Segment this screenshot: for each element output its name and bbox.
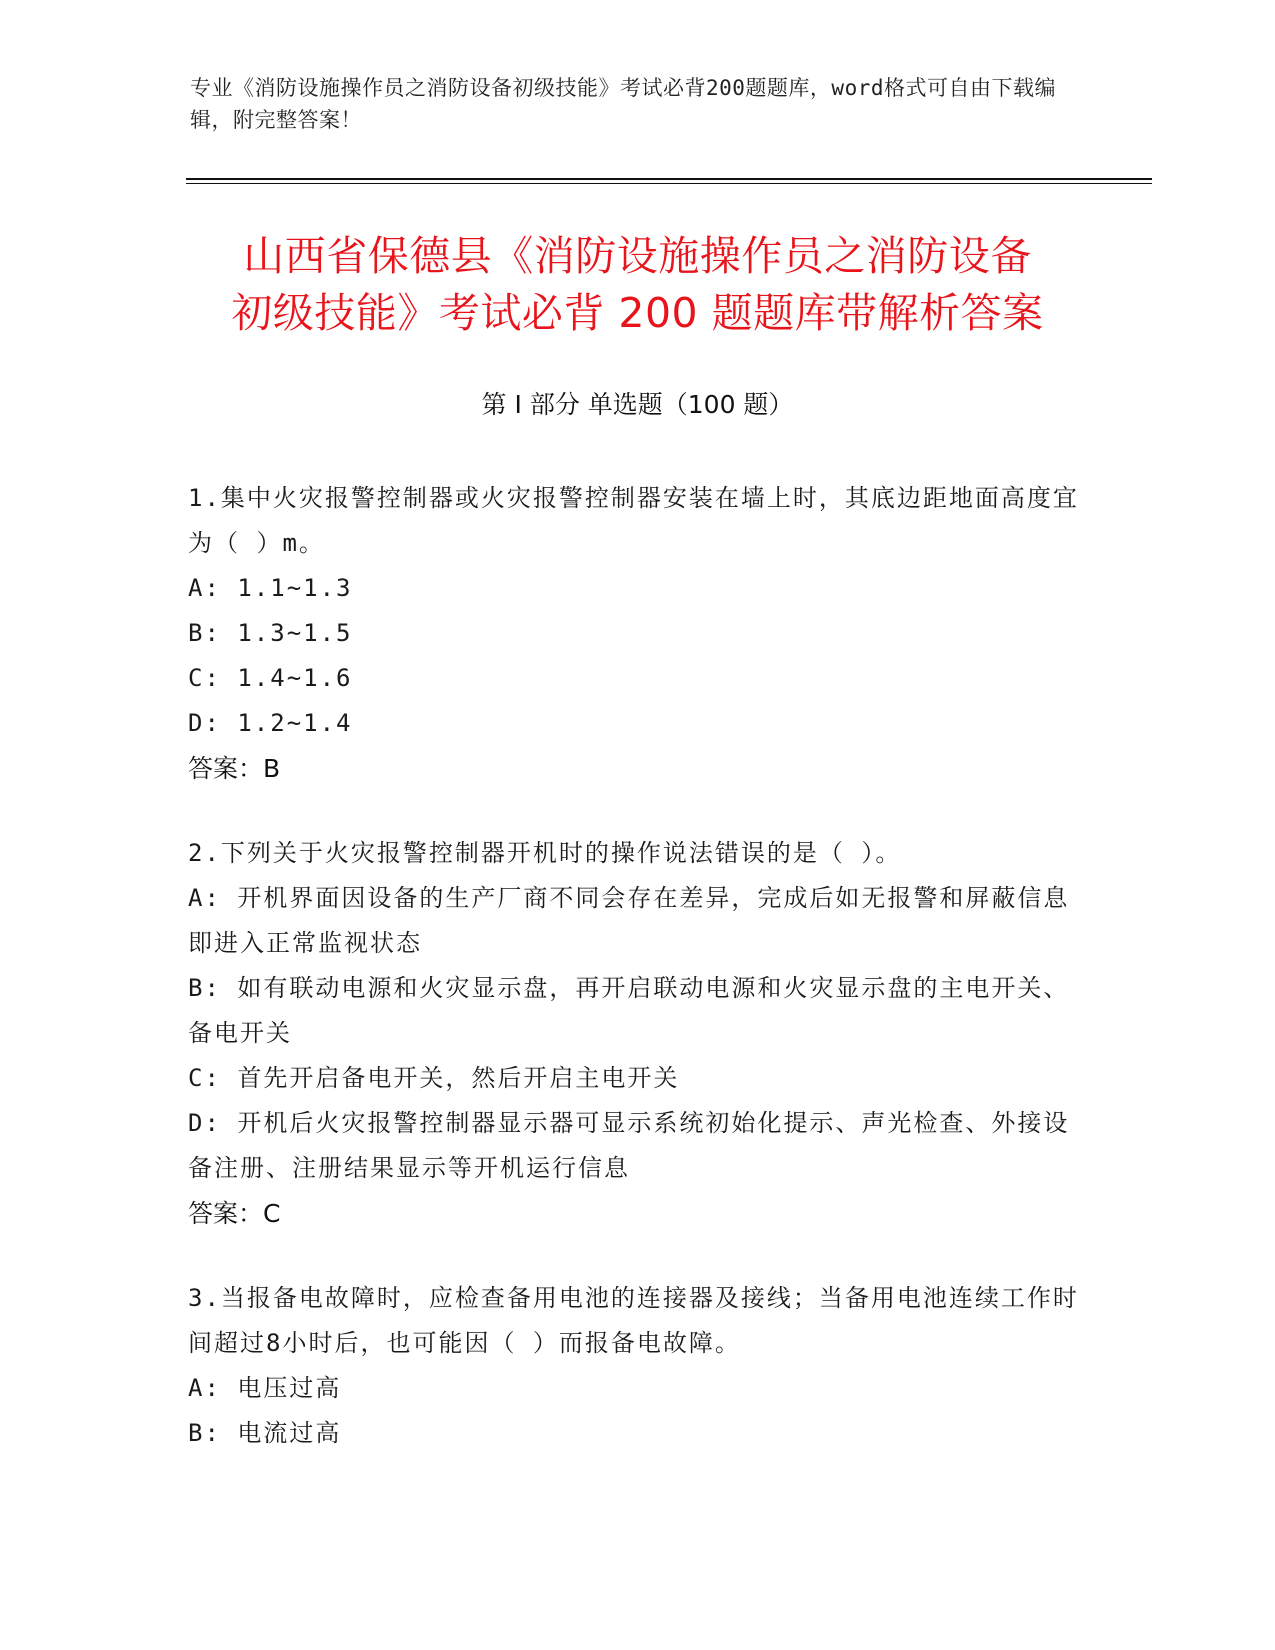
section-title: 第 I 部分 单选题（100 题） [481, 390, 794, 419]
option-d: D: 1.2~1.4 [188, 709, 353, 737]
option-b: B: 1.3~1.5 [188, 619, 353, 647]
option-c: C: 1.4~1.6 [188, 664, 353, 692]
option-c: C: 首先开启备电开关，然后开启主电开关 [188, 1064, 680, 1092]
question-2 [188, 831, 1088, 1236]
header-rule-thick [186, 178, 1152, 180]
option-a: A: 1.1~1.3 [188, 574, 353, 602]
document-title [150, 228, 1125, 342]
option-b: B: 如有联动电源和火灾显示盘，再开启联动电源和火灾显示盘的主电开关、备电开关 [188, 974, 1070, 1047]
question-text: 2.下列关于火灾报警控制器开机时的操作说法错误的是（ ）。 [188, 839, 902, 867]
question-text: 1.集中火灾报警控制器或火灾报警控制器安装在墙上时，其底边距地面高度宜为（ ）m。 [188, 484, 1079, 557]
answer: 答案：C [188, 1199, 281, 1228]
question-3 [188, 1276, 1088, 1456]
answer: 答案：B [188, 754, 281, 783]
document-title-line-1: 山西省保德县《消防设施操作员之消防设备 [243, 232, 1032, 280]
header-note: 专业《消防设施操作员之消防设备初级技能》考试必背200题题库，word格式可自由下载编辑，附完整答案！ [190, 76, 1056, 132]
question-list [188, 476, 1088, 1496]
header-rule-thin [186, 183, 1152, 184]
question-1 [188, 476, 1088, 791]
option-b: B: 电流过高 [188, 1419, 342, 1447]
document-title-line-2: 初级技能》考试必背 200 题题库带解析答案 [231, 289, 1044, 337]
option-a: A: 电压过高 [188, 1374, 342, 1402]
question-text: 3.当报备电故障时，应检查备用电池的连接器及接线；当备用电池连续工作时间超过8小时后，也可能因（ ）而报备电故障。 [188, 1284, 1079, 1357]
option-d: D: 开机后火灾报警控制器显示器可显示系统初始化提示、声光检查、外接设备注册、注册结果显示等开机运行信息 [188, 1109, 1070, 1182]
option-a: A: 开机界面因设备的生产厂商不同会存在差异，完成后如无报警和屏蔽信息即进入正常监视状态 [188, 884, 1070, 957]
